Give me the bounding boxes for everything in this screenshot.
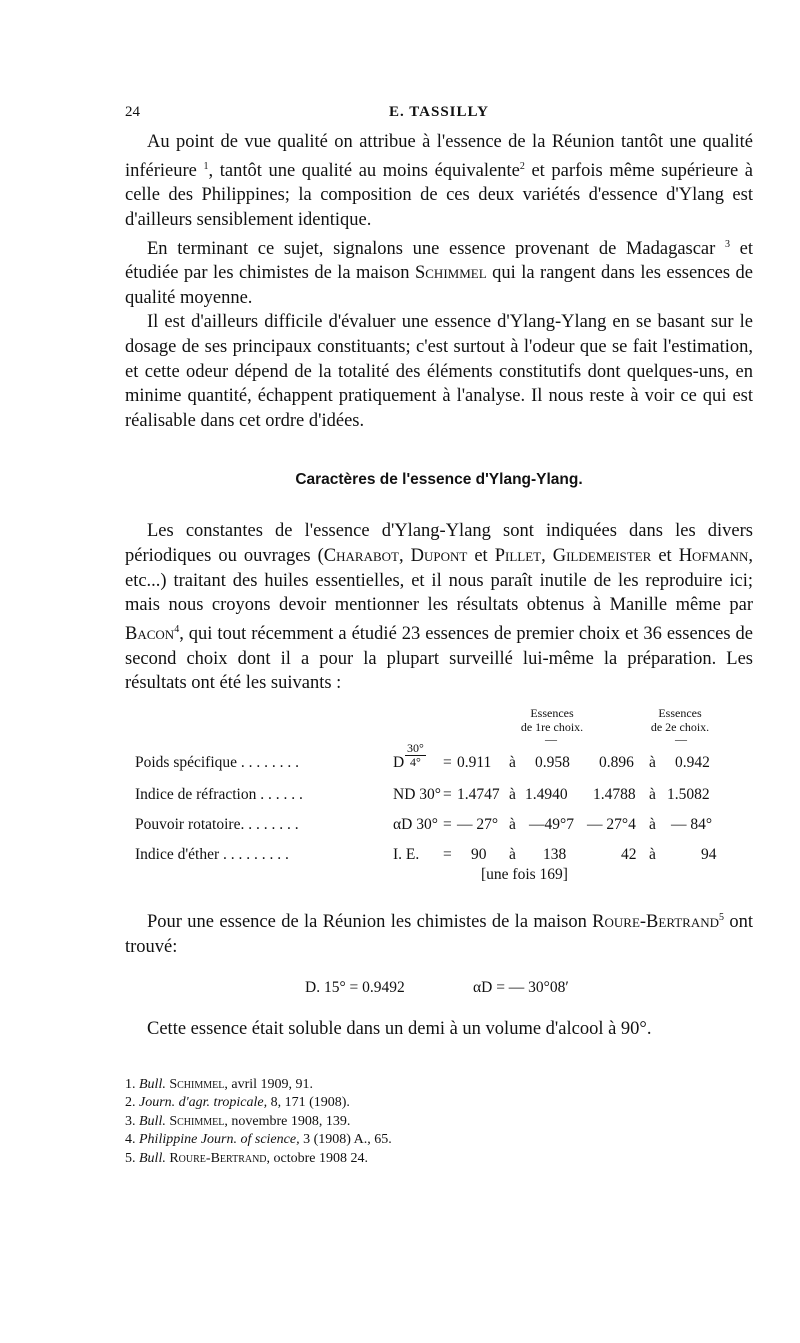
column-header-second-choice: Essences de 2e choix. — [650, 705, 710, 734]
rotation-result: αD = — 30°08′ — [473, 979, 569, 997]
paragraph-constants: Les constantes de l'essence d'Ylang-Ylang sont indiquées dans les divers périodiques ou ouvrages (Charabot, Dupont et Pillet, Gildemeister et Hofmann, etc...) traitant des huiles essentielles, et il nous paraît inutile de les reproduire ici; mais nous croyons devoir mentionner les résultats obtenus à Manille même par Bacon$^4$, qui tout récemment a étudié 23 essences de premier choix et 36 essences de second choix dont il a pour la plupart surveillé lui-même la préparation. Les résultats ont été les suivants : — [125, 521, 754, 694]
paragraph-quality: Au point de vue qualité on attribue à l'essence de la Réunion tantôt une qualité inférieure $^1$, tantôt une qualité au moins équivalente$^2$ et parfois même supérieure à celle des Philippines; la composition de ces deux variétés d'essence d'Ylang est d'ailleurs sensiblement identique. — [125, 132, 753, 230]
footnote: 2. Journ. d'agr. tropicale, 8, 171 (1908). — [125, 1095, 350, 1111]
footnote: 3. Bull. Schimmel, novembre 1908, 139. — [125, 1113, 351, 1129]
running-head-author: E. TASSILLY — [389, 104, 489, 120]
footnote: 1. Bull. Schimmel, avril 1909, 91. — [125, 1076, 314, 1092]
footnote-ref: 5 — [719, 911, 725, 923]
page — [125, 100, 753, 1168]
column-header-first-choice: Essences de 1re choix. — [520, 705, 584, 734]
column-rule: — — [675, 731, 687, 746]
paragraph-madagascar: En terminant ce sujet, signalons une essence provenant de Madagascar $^3$ et étudiée par les chimistes de la maison Schimmel qui la rangent dans les essences de qualité moyenne. — [125, 238, 754, 308]
table-column-headers — [125, 702, 753, 746]
constants-table — [125, 742, 753, 888]
footnote-ref: 1 — [203, 160, 209, 172]
table-row: Pouvoir rotatoire. . . . . . . . αD 30° = — 27° à —49°7 — 27°4 à — 84° — [135, 815, 713, 833]
table-note: [une fois 169] — [481, 865, 568, 883]
fraction: $\frac{30^\circ}{4^\circ}$ — [407, 740, 424, 769]
density-result: D. 15° = 0.9492 — [305, 979, 405, 997]
table-row: Indice de réfraction . . . . . . ND 30° = 1.4747 à 1.4940 1.4788 à 1.5082 — [135, 785, 710, 803]
paragraph-evaluation: Il est d'ailleurs difficile d'évaluer une essence d'Ylang-Ylang en se basant sur le dosage de ses principaux constituants; c'est surtout à l'odeur que se fait l'estimation, et cette odeur dépend de la totalité des éléments constitutifs dont quelques-uns, en minime quantité, échappent pratiquement à l'analyse. Il nous reste à voir ce qui est réalisable dans cet ordre d'idées. — [125, 312, 753, 431]
section-heading: Caractères de l'essence d'Ylang-Ylang. — [295, 471, 583, 489]
paragraph-solubility: Cette essence était soluble dans un demi à un volume d'alcool à 90°. — [147, 1019, 652, 1040]
footnote-ref: 2 — [519, 160, 525, 172]
footnote: 5. Bull. Roure-Bertrand, octobre 1908 24. — [125, 1150, 369, 1166]
table-row: Poids spécifique . . . . . . . . D $\frac{30^\circ}{4^\circ}$ = 0.911 à 0.958 0.896 à 0.942 — [135, 740, 710, 771]
table-row: Indice d'éther . . . . . . . . . I. E. = 90 à 138 42 à 94 [une fois 169] — [135, 845, 717, 883]
footnote-ref: 3 — [724, 238, 730, 250]
footnote: 4. Philippine Journ. of science, 3 (1908) A., 65. — [125, 1132, 392, 1148]
paragraph-roure-bertrand: Pour une essence de la Réunion les chimistes de la maison Roure-Bertrand$^5$ ont trouvé: — [125, 911, 754, 957]
footnote-ref: 4 — [174, 623, 180, 635]
page-number: 24 — [125, 104, 140, 120]
measured-result — [125, 969, 753, 1003]
column-rule: — — [545, 731, 557, 746]
footnotes — [125, 1076, 753, 1169]
running-header — [125, 100, 753, 130]
